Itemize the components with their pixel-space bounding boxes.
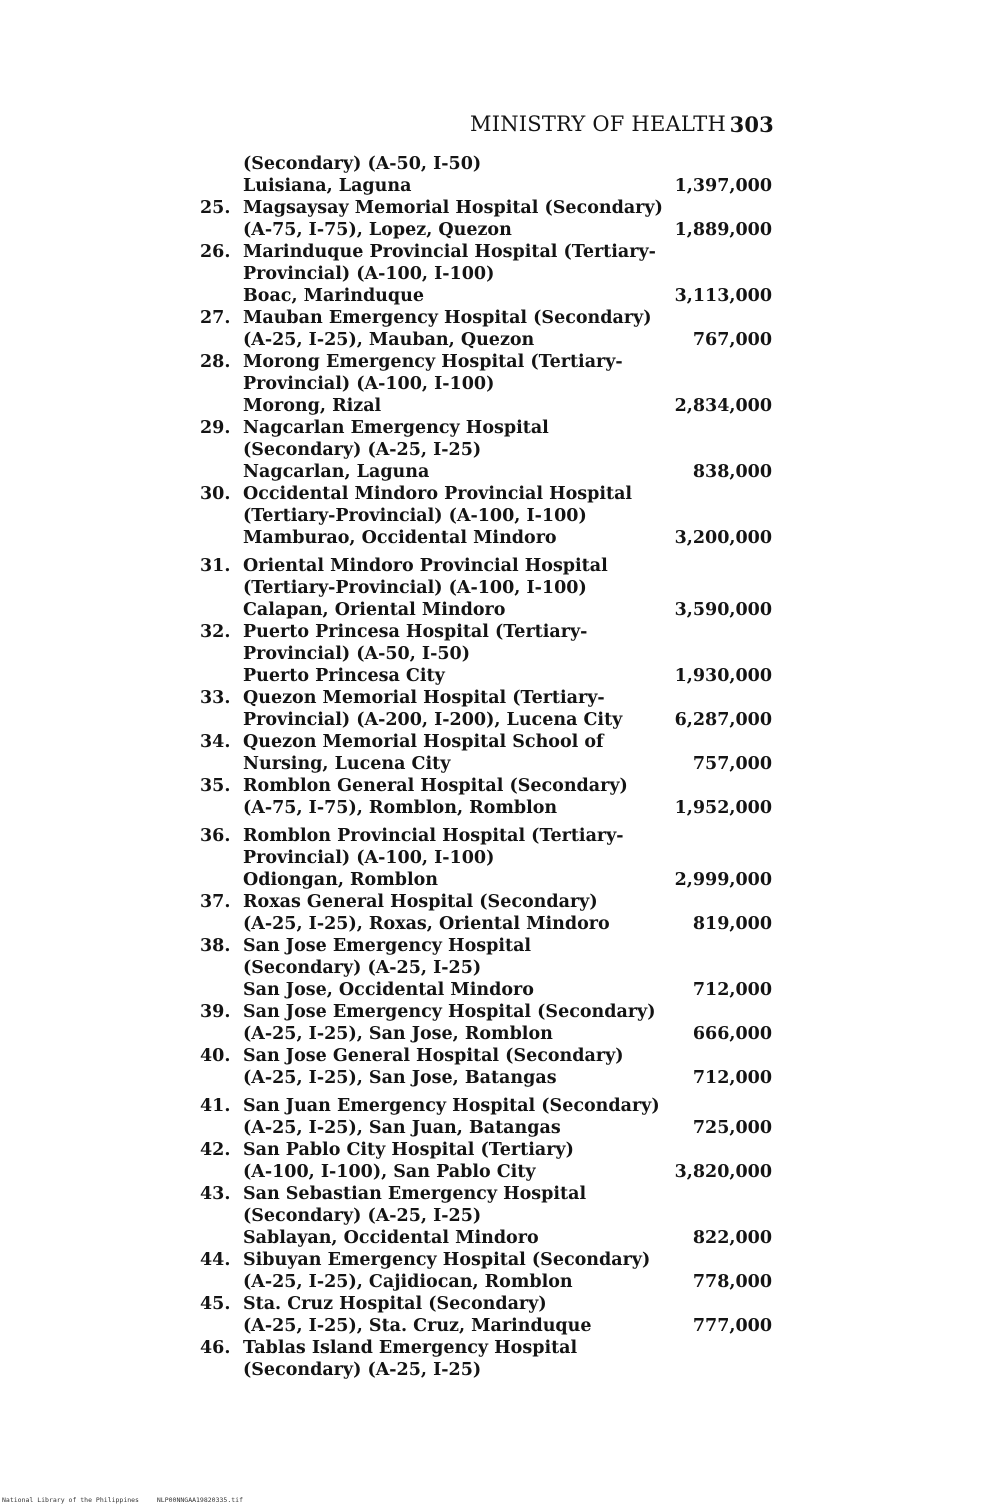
entry-line xyxy=(0,153,1004,175)
budget-entry xyxy=(0,1183,1004,1249)
entry-amount: 838,000 xyxy=(692,462,772,482)
entry-text: Tablas Island Emergency Hospital xyxy=(243,1338,578,1358)
entry-text: Mauban Emergency Hospital (Secondary) xyxy=(243,308,652,328)
budget-entry xyxy=(0,935,1004,1001)
entry-text: (Secondary) (A-25, I-25) xyxy=(243,1360,482,1380)
entry-line xyxy=(0,1095,1004,1117)
entry-amount: 778,000 xyxy=(692,1272,772,1292)
entry-number: 40. xyxy=(200,1046,231,1066)
entry-line xyxy=(0,1205,1004,1227)
entry-number: 35. xyxy=(200,776,231,796)
entry-text: (Tertiary-Provincial) (A-100, I-100) xyxy=(243,578,587,598)
entry-amount: 822,000 xyxy=(692,1228,772,1248)
entry-text: Occidental Mindoro Provincial Hospital xyxy=(243,484,633,504)
budget-entry xyxy=(0,1139,1004,1183)
entry-text: (A-25, I-25), Cajidiocan, Romblon xyxy=(243,1272,573,1292)
entry-line xyxy=(0,1249,1004,1271)
entry-text: Provincial) (A-50, I-50) xyxy=(243,644,470,664)
entry-line xyxy=(0,731,1004,753)
entry-line xyxy=(0,1161,1004,1183)
entry-text: Provincial) (A-100, I-100) xyxy=(243,848,495,868)
running-title: MINISTRY OF HEALTH xyxy=(470,112,726,136)
entry-line xyxy=(0,687,1004,709)
entry-amount: 1,397,000 xyxy=(674,176,772,196)
entry-number: 44. xyxy=(200,1250,231,1270)
entry-number: 38. xyxy=(200,936,231,956)
entry-number: 26. xyxy=(200,242,231,262)
entry-line xyxy=(0,913,1004,935)
entry-line xyxy=(0,307,1004,329)
entry-amount: 757,000 xyxy=(692,754,772,774)
entry-line xyxy=(0,285,1004,307)
entry-text: (A-25, I-25), San Jose, Batangas xyxy=(243,1068,557,1088)
entry-number: 46. xyxy=(200,1338,231,1358)
entry-line xyxy=(0,219,1004,241)
entry-text: (A-75, I-75), Lopez, Quezon xyxy=(243,220,512,240)
entry-text: (Tertiary-Provincial) (A-100, I-100) xyxy=(243,506,587,526)
entry-amount: 712,000 xyxy=(692,1068,772,1088)
entry-line xyxy=(0,1227,1004,1249)
entry-line xyxy=(0,957,1004,979)
entry-line xyxy=(0,775,1004,797)
entry-amount: 1,889,000 xyxy=(674,220,772,240)
entry-line xyxy=(0,1183,1004,1205)
entry-line xyxy=(0,417,1004,439)
entry-amount: 3,820,000 xyxy=(674,1162,772,1182)
budget-entry xyxy=(0,1095,1004,1139)
entry-text: Magsaysay Memorial Hospital (Secondary) xyxy=(243,198,663,218)
entry-number: 34. xyxy=(200,732,231,752)
entry-line xyxy=(0,1117,1004,1139)
entry-amount: 725,000 xyxy=(692,1118,772,1138)
budget-entry-list xyxy=(0,153,1004,1381)
budget-entry xyxy=(0,483,1004,549)
entry-number: 36. xyxy=(200,826,231,846)
entry-number: 41. xyxy=(200,1096,231,1116)
scan-filename: NLP00NNGAA19820335.tif xyxy=(156,1496,243,1504)
entry-text: (A-25, I-25), Sta. Cruz, Marinduque xyxy=(243,1316,592,1336)
entry-line xyxy=(0,439,1004,461)
entry-text: Romblon Provincial Hospital (Tertiary- xyxy=(243,826,624,846)
entry-number: 30. xyxy=(200,484,231,504)
entry-line xyxy=(0,461,1004,483)
entry-number: 37. xyxy=(200,892,231,912)
entry-text: San Sebastian Emergency Hospital xyxy=(243,1184,587,1204)
entry-text: (Secondary) (A-50, I-50) xyxy=(243,154,482,174)
entry-text: (Secondary) (A-25, I-25) xyxy=(243,440,482,460)
entry-line xyxy=(0,1067,1004,1089)
entry-number: 42. xyxy=(200,1140,231,1160)
entry-text: (A-25, I-25), San Jose, Romblon xyxy=(243,1024,553,1044)
entry-text: Luisiana, Laguna xyxy=(243,176,412,196)
entry-text: (A-25, I-25), San Juan, Batangas xyxy=(243,1118,561,1138)
entry-text: Romblon General Hospital (Secondary) xyxy=(243,776,628,796)
entry-number: 32. xyxy=(200,622,231,642)
entry-amount: 3,113,000 xyxy=(674,286,772,306)
budget-entry xyxy=(0,1293,1004,1337)
entry-text: Sibuyan Emergency Hospital (Secondary) xyxy=(243,1250,651,1270)
entry-text: Morong, Rizal xyxy=(243,396,382,416)
entry-amount: 767,000 xyxy=(692,330,772,350)
entry-line xyxy=(0,621,1004,643)
entry-line xyxy=(0,577,1004,599)
budget-entry xyxy=(0,417,1004,483)
budget-entry xyxy=(0,351,1004,417)
entry-text: Quezon Memorial Hospital (Tertiary- xyxy=(243,688,605,708)
budget-entry xyxy=(0,775,1004,819)
budget-entry xyxy=(0,1337,1004,1381)
entry-text: San Jose General Hospital (Secondary) xyxy=(243,1046,624,1066)
entry-text: San Jose Emergency Hospital xyxy=(243,936,532,956)
entry-line xyxy=(0,599,1004,621)
entry-text: (A-75, I-75), Romblon, Romblon xyxy=(243,798,558,818)
entry-text: Odiongan, Romblon xyxy=(243,870,439,890)
budget-entry xyxy=(0,555,1004,621)
entry-number: 39. xyxy=(200,1002,231,1022)
entry-text: Puerto Princesa City xyxy=(243,666,445,686)
entry-line xyxy=(0,197,1004,219)
entry-line xyxy=(0,329,1004,351)
entry-amount: 712,000 xyxy=(692,980,772,1000)
page-header xyxy=(470,112,774,146)
entry-text: (A-100, I-100), San Pablo City xyxy=(243,1162,536,1182)
entry-text: Marinduque Provincial Hospital (Tertiary- xyxy=(243,242,656,262)
entry-text: San Jose Emergency Hospital (Secondary) xyxy=(243,1002,656,1022)
entry-line xyxy=(0,1271,1004,1293)
entry-line xyxy=(0,979,1004,1001)
entry-number: 31. xyxy=(200,556,231,576)
entry-text: Quezon Memorial Hospital School of xyxy=(243,732,604,752)
entry-line xyxy=(0,709,1004,731)
entry-line xyxy=(0,527,1004,549)
entry-line xyxy=(0,241,1004,263)
entry-text: Oriental Mindoro Provincial Hospital xyxy=(243,556,608,576)
entry-amount: 3,200,000 xyxy=(674,528,772,548)
entry-text: Sta. Cruz Hospital (Secondary) xyxy=(243,1294,547,1314)
entry-amount: 1,952,000 xyxy=(674,798,772,818)
page-number: 303 xyxy=(729,112,774,137)
budget-entry xyxy=(0,687,1004,731)
entry-line xyxy=(0,483,1004,505)
entry-text: Nagcarlan, Laguna xyxy=(243,462,430,482)
entry-text: Provincial) (A-100, I-100) xyxy=(243,264,495,284)
budget-entry xyxy=(0,825,1004,891)
entry-line xyxy=(0,753,1004,775)
entry-text: Boac, Marinduque xyxy=(243,286,424,306)
entry-line xyxy=(0,373,1004,395)
entry-line xyxy=(0,869,1004,891)
entry-amount: 819,000 xyxy=(692,914,772,934)
entry-number: 27. xyxy=(200,308,231,328)
entry-text: Nursing, Lucena City xyxy=(243,754,451,774)
entry-text: Calapan, Oriental Mindoro xyxy=(243,600,506,620)
entry-line xyxy=(0,847,1004,869)
entry-line xyxy=(0,175,1004,197)
scan-footer xyxy=(2,1496,257,1504)
budget-entry xyxy=(0,153,1004,197)
budget-entry xyxy=(0,241,1004,307)
entry-amount: 666,000 xyxy=(692,1024,772,1044)
entry-line xyxy=(0,935,1004,957)
entry-line xyxy=(0,1337,1004,1359)
entry-line xyxy=(0,1139,1004,1161)
entry-text: Puerto Princesa Hospital (Tertiary- xyxy=(243,622,588,642)
entry-text: Provincial) (A-100, I-100) xyxy=(243,374,495,394)
entry-text: Mamburao, Occidental Mindoro xyxy=(243,528,557,548)
entry-line xyxy=(0,1045,1004,1067)
entry-amount: 2,834,000 xyxy=(674,396,772,416)
entry-number: 28. xyxy=(200,352,231,372)
entry-number: 43. xyxy=(200,1184,231,1204)
entry-amount: 3,590,000 xyxy=(674,600,772,620)
entry-amount: 6,287,000 xyxy=(674,710,772,730)
entry-text: (Secondary) (A-25, I-25) xyxy=(243,958,482,978)
entry-line xyxy=(0,891,1004,913)
budget-entry xyxy=(0,891,1004,935)
budget-entry xyxy=(0,1045,1004,1089)
entry-line xyxy=(0,1001,1004,1023)
entry-number: 29. xyxy=(200,418,231,438)
entry-line xyxy=(0,505,1004,527)
entry-text: (Secondary) (A-25, I-25) xyxy=(243,1206,482,1226)
entry-line xyxy=(0,555,1004,577)
library-credit: National Library of the Philippines xyxy=(2,1496,139,1504)
entry-line xyxy=(0,643,1004,665)
entry-text: Provincial) (A-200, I-200), Lucena City xyxy=(243,710,623,730)
entry-number: 33. xyxy=(200,688,231,708)
entry-line xyxy=(0,1359,1004,1381)
entry-amount: 777,000 xyxy=(692,1316,772,1336)
budget-entry xyxy=(0,731,1004,775)
entry-line xyxy=(0,1315,1004,1337)
entry-line xyxy=(0,797,1004,819)
budget-entry xyxy=(0,307,1004,351)
entry-text: (A-25, I-25), Mauban, Quezon xyxy=(243,330,535,350)
entry-line xyxy=(0,665,1004,687)
entry-text: Morong Emergency Hospital (Tertiary- xyxy=(243,352,623,372)
entry-amount: 2,999,000 xyxy=(674,870,772,890)
budget-entry xyxy=(0,197,1004,241)
entry-line xyxy=(0,825,1004,847)
entry-text: San Juan Emergency Hospital (Secondary) xyxy=(243,1096,660,1116)
budget-entry xyxy=(0,621,1004,687)
entry-text: (A-25, I-25), Roxas, Oriental Mindoro xyxy=(243,914,610,934)
entry-amount: 1,930,000 xyxy=(674,666,772,686)
entry-text: Nagcarlan Emergency Hospital xyxy=(243,418,549,438)
entry-line xyxy=(0,1293,1004,1315)
entry-line xyxy=(0,1023,1004,1045)
entry-text: Sablayan, Occidental Mindoro xyxy=(243,1228,539,1248)
entry-number: 25. xyxy=(200,198,231,218)
entry-text: San Pablo City Hospital (Tertiary) xyxy=(243,1140,574,1160)
budget-entry xyxy=(0,1001,1004,1045)
entry-text: Roxas General Hospital (Secondary) xyxy=(243,892,598,912)
entry-text: San Jose, Occidental Mindoro xyxy=(243,980,534,1000)
entry-number: 45. xyxy=(200,1294,231,1314)
entry-line xyxy=(0,263,1004,285)
entry-line xyxy=(0,351,1004,373)
budget-entry xyxy=(0,1249,1004,1293)
entry-line xyxy=(0,395,1004,417)
